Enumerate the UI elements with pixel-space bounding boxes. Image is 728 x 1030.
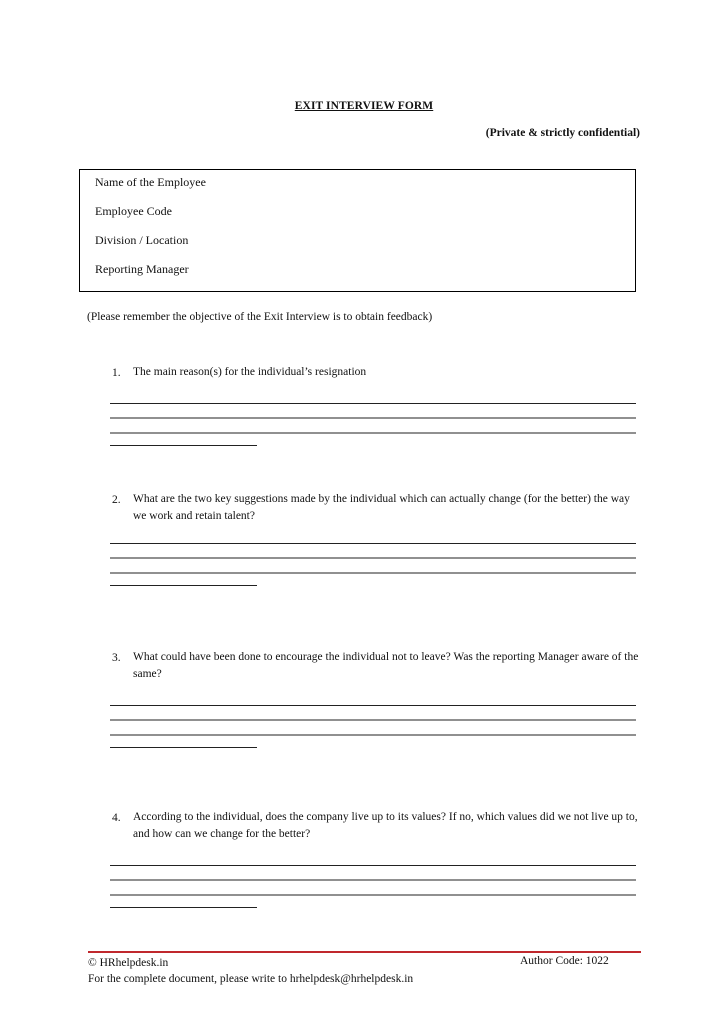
field-division-location: Division / Location	[95, 233, 189, 247]
question-text: The main reason(s) for the individual’s resignation	[133, 366, 367, 378]
answer-lines[interactable]	[110, 531, 636, 589]
answer-lines[interactable]	[110, 853, 636, 911]
employee-info-box	[79, 169, 636, 292]
answer-lines[interactable]	[110, 391, 636, 449]
question-number: 2.	[112, 494, 121, 506]
footer-left	[88, 955, 413, 987]
field-employee-code: Employee Code	[95, 204, 172, 218]
question-text: What are the two key suggestions made by the individual which can actually change (for the better) the way we work and retain talent?	[133, 493, 630, 522]
copyright-text: © HRhelpdesk.in	[88, 957, 169, 969]
form-title: EXIT INTERVIEW FORM	[294, 100, 434, 112]
answer-lines[interactable]	[110, 693, 636, 751]
contact-text: For the complete document, please write to hrhelpdesk@hrhelpdesk.in	[88, 973, 414, 985]
objective-note: (Please remember the objective of the Exit Interview is to obtain feedback)	[87, 311, 433, 323]
question-text: What could have been done to encourage the individual not to leave? Was the reporting Manager aware of the same?	[133, 651, 639, 680]
question-number: 4.	[112, 812, 121, 824]
footer-divider	[88, 951, 641, 953]
question-number: 1.	[112, 367, 121, 379]
question-number: 3.	[112, 652, 121, 664]
author-code: Author Code: 1022	[520, 955, 609, 967]
field-reporting-manager: Reporting Manager	[95, 262, 189, 276]
field-employee-name: Name of the Employee	[95, 175, 206, 189]
confidential-note: (Private & strictly confidential)	[485, 127, 640, 139]
question-text: According to the individual, does the company live up to its values? If no, which values did we not live up to, and how can we change for the better?	[133, 811, 638, 840]
